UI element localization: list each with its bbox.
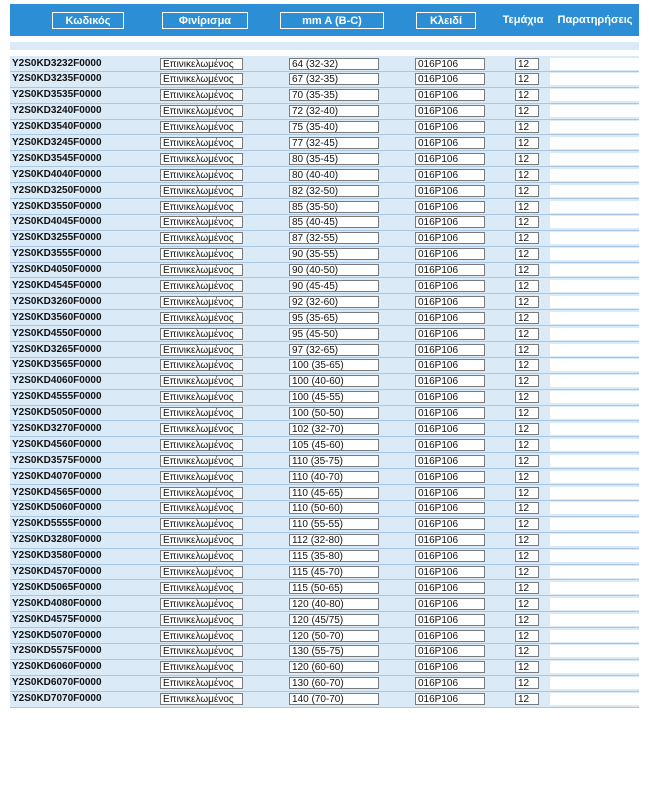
key-cell: 016P106 [415,89,485,101]
pieces-cell: 12 [515,566,539,578]
pieces-cell: 12 [515,487,539,499]
code-cell: Y2S0KD3240F0000 [12,105,102,117]
code-cell: Y2S0KD3245F0000 [12,136,102,148]
key-cell: 016P106 [415,153,485,165]
pieces-cell: 12 [515,264,539,276]
pieces-cell: 12 [515,359,539,371]
dimension-cell: 120 (45/75) [289,614,379,626]
notes-cell [550,89,639,101]
code-cell: Y2S0KD5065F0000 [12,581,102,593]
code-cell: Y2S0KD3250F0000 [12,184,102,196]
code-cell: Y2S0KD4565F0000 [12,486,102,498]
finish-cell: Επινικελωμένος [160,121,243,133]
dimension-cell: 100 (50-50) [289,407,379,419]
table-row [10,406,639,422]
code-cell: Y2S0KD3575F0000 [12,454,102,466]
code-cell: Y2S0KD3270F0000 [12,422,102,434]
finish-cell: Επινικελωμένος [160,455,243,467]
pieces-cell: 12 [515,280,539,292]
notes-cell [550,534,639,546]
dimension-cell: 85 (35-50) [289,201,379,213]
code-cell: Y2S0KD4545F0000 [12,279,102,291]
code-cell: Y2S0KD5555F0000 [12,518,102,530]
pieces-cell: 12 [515,185,539,197]
code-cell: Y2S0KD4060F0000 [12,375,102,387]
notes-cell [550,344,639,356]
pieces-cell: 12 [515,550,539,562]
key-cell: 016P106 [415,471,485,483]
table-row [10,533,639,549]
notes-cell [550,582,639,594]
notes-cell [550,391,639,403]
key-cell: 016P106 [415,391,485,403]
notes-cell [550,487,639,499]
notes-cell [550,185,639,197]
key-cell: 016P106 [415,487,485,499]
finish-cell: Επινικελωμένος [160,518,243,530]
dimension-cell: 100 (45-55) [289,391,379,403]
finish-cell: Επινικελωμένος [160,73,243,85]
notes-cell [550,550,639,562]
code-cell: Y2S0KD3232F0000 [12,57,102,69]
notes-cell [550,645,639,657]
dimension-cell: 110 (35-75) [289,455,379,467]
table-row [10,199,639,215]
key-cell: 016P106 [415,439,485,451]
pieces-cell: 12 [515,296,539,308]
code-cell: Y2S0KD7070F0000 [12,693,102,705]
code-cell: Y2S0KD4550F0000 [12,327,102,339]
key-cell: 016P106 [415,296,485,308]
key-cell: 016P106 [415,582,485,594]
table-row [10,469,639,485]
table-row [10,167,639,183]
pieces-cell: 12 [515,598,539,610]
key-cell: 016P106 [415,328,485,340]
notes-cell [550,693,639,705]
pieces-cell: 12 [515,391,539,403]
table-row [10,183,639,199]
finish-cell: Επινικελωμένος [160,661,243,673]
dimension-cell: 92 (32-60) [289,296,379,308]
notes-cell [550,518,639,530]
pieces-cell: 12 [515,693,539,705]
key-cell: 016P106 [415,518,485,530]
code-cell: Y2S0KD5060F0000 [12,502,102,514]
key-cell: 016P106 [415,661,485,673]
code-cell: Y2S0KD3540F0000 [12,121,102,133]
notes-cell [550,296,639,308]
dimension-cell: 87 (32-55) [289,232,379,244]
pieces-cell: 12 [515,407,539,419]
notes-cell [550,566,639,578]
finish-cell: Επινικελωμένος [160,89,243,101]
pieces-cell: 12 [515,153,539,165]
notes-cell [550,280,639,292]
notes-cell [550,471,639,483]
key-cell: 016P106 [415,566,485,578]
table-row [10,326,639,342]
code-cell: Y2S0KD3555F0000 [12,248,102,260]
pieces-cell: 12 [515,375,539,387]
key-cell: 016P106 [415,185,485,197]
dimension-cell: 115 (45-70) [289,566,379,578]
column-header-pieces: Τεμάχια [502,14,544,26]
key-cell: 016P106 [415,201,485,213]
pieces-cell: 12 [515,312,539,324]
dimension-cell: 120 (60-60) [289,661,379,673]
code-cell: Y2S0KD4560F0000 [12,438,102,450]
key-cell: 016P106 [415,693,485,705]
finish-cell: Επινικελωμένος [160,439,243,451]
key-cell: 016P106 [415,137,485,149]
notes-cell [550,137,639,149]
finish-cell: Επινικελωμένος [160,58,243,70]
finish-cell: Επινικελωμένος [160,645,243,657]
finish-cell: Επινικελωμένος [160,550,243,562]
code-cell: Y2S0KD4045F0000 [12,216,102,228]
table-row [10,453,639,469]
dimension-cell: 97 (32-65) [289,344,379,356]
table-header [10,4,639,36]
code-cell: Y2S0KD4080F0000 [12,597,102,609]
pieces-cell: 12 [515,328,539,340]
notes-cell [550,105,639,117]
code-cell: Y2S0KD3260F0000 [12,295,102,307]
code-cell: Y2S0KD3235F0000 [12,73,102,85]
dimension-cell: 80 (40-40) [289,169,379,181]
table-row [10,660,639,676]
dimension-cell: 85 (40-45) [289,216,379,228]
dimension-cell: 95 (35-65) [289,312,379,324]
finish-cell: Επινικελωμένος [160,169,243,181]
code-cell: Y2S0KD4040F0000 [12,168,102,180]
dimension-cell: 72 (32-40) [289,105,379,117]
finish-cell: Επινικελωμένος [160,105,243,117]
column-header-notes: Παρατηρήσεις [557,14,633,26]
table-row [10,215,639,231]
table-row [10,517,639,533]
finish-cell: Επινικελωμένος [160,677,243,689]
key-cell: 016P106 [415,630,485,642]
notes-cell [550,423,639,435]
code-cell: Y2S0KD3535F0000 [12,89,102,101]
key-cell: 016P106 [415,423,485,435]
dimension-cell: 102 (32-70) [289,423,379,435]
code-cell: Y2S0KD3255F0000 [12,232,102,244]
finish-cell: Επινικελωμένος [160,487,243,499]
dimension-cell: 64 (32-32) [289,58,379,70]
table-row [10,628,639,644]
dimension-cell: 100 (40-60) [289,375,379,387]
code-cell: Y2S0KD3545F0000 [12,152,102,164]
pieces-cell: 12 [515,169,539,181]
pieces-cell: 12 [515,137,539,149]
finish-cell: Επινικελωμένος [160,296,243,308]
pieces-cell: 12 [515,73,539,85]
key-cell: 016P106 [415,502,485,514]
code-cell: Y2S0KD6060F0000 [12,661,102,673]
table-row [10,596,639,612]
key-cell: 016P106 [415,280,485,292]
table-row [10,88,639,104]
pieces-cell: 12 [515,614,539,626]
table-row [10,358,639,374]
pieces-cell: 12 [515,121,539,133]
pieces-cell: 12 [515,518,539,530]
pieces-cell: 12 [515,232,539,244]
notes-cell [550,630,639,642]
pieces-cell: 12 [515,216,539,228]
key-cell: 016P106 [415,645,485,657]
key-cell: 016P106 [415,550,485,562]
code-cell: Y2S0KD4050F0000 [12,264,102,276]
finish-cell: Επινικελωμένος [160,566,243,578]
pieces-cell: 12 [515,344,539,356]
column-header-mm: mm A (B-C) [280,12,384,29]
dimension-cell: 130 (55-75) [289,645,379,657]
pieces-cell: 12 [515,89,539,101]
pieces-cell: 12 [515,471,539,483]
dimension-cell: 80 (35-45) [289,153,379,165]
pieces-cell: 12 [515,534,539,546]
pieces-cell: 12 [515,455,539,467]
code-cell: Y2S0KD3280F0000 [12,534,102,546]
finish-cell: Επινικελωμένος [160,185,243,197]
column-header-finish: Φινίρισμα [162,12,248,29]
table-row [10,263,639,279]
finish-cell: Επινικελωμένος [160,407,243,419]
notes-cell [550,328,639,340]
finish-cell: Επινικελωμένος [160,471,243,483]
notes-cell [550,58,639,70]
table-row [10,565,639,581]
finish-cell: Επινικελωμένος [160,359,243,371]
key-cell: 016P106 [415,58,485,70]
dimension-cell: 110 (45-65) [289,487,379,499]
dimension-cell: 130 (60-70) [289,677,379,689]
notes-cell [550,232,639,244]
table-row [10,104,639,120]
notes-cell [550,407,639,419]
pieces-cell: 12 [515,439,539,451]
notes-cell [550,169,639,181]
pieces-cell: 12 [515,502,539,514]
table-row [10,580,639,596]
dimension-cell: 90 (35-55) [289,248,379,260]
finish-cell: Επινικελωμένος [160,312,243,324]
dimension-cell: 110 (40-70) [289,471,379,483]
key-cell: 016P106 [415,121,485,133]
dimension-cell: 110 (55-55) [289,518,379,530]
table-row [10,676,639,692]
code-cell: Y2S0KD4555F0000 [12,391,102,403]
finish-cell: Επινικελωμένος [160,201,243,213]
table-row [10,120,639,136]
key-cell: 016P106 [415,232,485,244]
dimension-cell: 115 (35-80) [289,550,379,562]
code-cell: Y2S0KD6070F0000 [12,677,102,689]
dimension-cell: 105 (45-60) [289,439,379,451]
table-row [10,390,639,406]
table-row [10,374,639,390]
key-cell: 016P106 [415,105,485,117]
notes-cell [550,153,639,165]
notes-cell [550,121,639,133]
key-cell: 016P106 [415,614,485,626]
table-row [10,231,639,247]
pieces-cell: 12 [515,645,539,657]
dimension-cell: 95 (45-50) [289,328,379,340]
table-row [10,692,639,708]
pieces-cell: 12 [515,582,539,594]
notes-cell [550,375,639,387]
dimension-cell: 67 (32-35) [289,73,379,85]
column-header-key: Κλειδί [416,12,476,29]
key-cell: 016P106 [415,407,485,419]
dimension-cell: 90 (40-50) [289,264,379,276]
table-row [10,56,639,72]
code-cell: Y2S0KD5070F0000 [12,629,102,641]
table-row [10,151,639,167]
key-cell: 016P106 [415,677,485,689]
key-cell: 016P106 [415,344,485,356]
pieces-cell: 12 [515,201,539,213]
key-cell: 016P106 [415,534,485,546]
key-cell: 016P106 [415,455,485,467]
key-cell: 016P106 [415,216,485,228]
table-row [10,278,639,294]
dimension-cell: 90 (45-45) [289,280,379,292]
finish-cell: Επινικελωμένος [160,248,243,260]
dimension-cell: 75 (35-40) [289,121,379,133]
code-cell: Y2S0KD4570F0000 [12,566,102,577]
notes-cell [550,598,639,610]
finish-cell: Επινικελωμένος [160,534,243,546]
finish-cell: Επινικελωμένος [160,264,243,276]
table-row [10,342,639,358]
dimension-cell: 120 (40-80) [289,598,379,610]
header-spacer-band [10,42,639,50]
notes-cell [550,614,639,626]
dimension-cell: 100 (35-65) [289,359,379,371]
notes-cell [550,312,639,324]
code-cell: Y2S0KD3265F0000 [12,343,102,355]
table-row [10,612,639,628]
pieces-cell: 12 [515,423,539,435]
table-row [10,135,639,151]
key-cell: 016P106 [415,598,485,610]
pieces-cell: 12 [515,248,539,260]
key-cell: 016P106 [415,73,485,85]
notes-cell [550,201,639,213]
table-row [10,437,639,453]
key-cell: 016P106 [415,359,485,371]
key-cell: 016P106 [415,312,485,324]
table-row [10,247,639,263]
table-row [10,421,639,437]
dimension-cell: 112 (32-80) [289,534,379,546]
table-row [10,501,639,517]
pieces-cell: 12 [515,677,539,689]
code-cell: Y2S0KD4070F0000 [12,470,102,482]
notes-cell [550,264,639,276]
dimension-cell: 115 (50-65) [289,582,379,594]
table-row [10,310,639,326]
finish-cell: Επινικελωμένος [160,153,243,165]
table-body [10,56,639,708]
table-row [10,72,639,88]
finish-cell: Επινικελωμένος [160,232,243,244]
finish-cell: Επινικελωμένος [160,630,243,642]
key-cell: 016P106 [415,264,485,276]
code-cell: Y2S0KD3550F0000 [12,200,102,212]
finish-cell: Επινικελωμένος [160,423,243,435]
key-cell: 016P106 [415,375,485,387]
finish-cell: Επινικελωμένος [160,280,243,292]
dimension-cell: 77 (32-45) [289,137,379,149]
code-cell: Y2S0KD4575F0000 [12,613,102,625]
pieces-cell: 12 [515,58,539,70]
notes-cell [550,661,639,673]
key-cell: 016P106 [415,169,485,181]
notes-cell [550,216,639,228]
table-row [10,485,639,501]
notes-cell [550,455,639,467]
finish-cell: Επινικελωμένος [160,502,243,514]
dimension-cell: 120 (50-70) [289,630,379,642]
key-cell: 016P106 [415,248,485,260]
pieces-cell: 12 [515,105,539,117]
code-cell: Y2S0KD3560F0000 [12,311,102,323]
code-cell: Y2S0KD5050F0000 [12,407,102,419]
code-cell: Y2S0KD3580F0000 [12,550,102,562]
dimension-cell: 140 (70-70) [289,693,379,705]
pieces-cell: 12 [515,630,539,642]
table-row [10,644,639,660]
notes-cell [550,73,639,85]
table-row [10,549,639,565]
notes-cell [550,677,639,689]
finish-cell: Επινικελωμένος [160,375,243,387]
finish-cell: Επινικελωμένος [160,693,243,705]
finish-cell: Επινικελωμένος [160,391,243,403]
code-cell: Y2S0KD5575F0000 [12,645,102,657]
finish-cell: Επινικελωμένος [160,328,243,340]
finish-cell: Επινικελωμένος [160,137,243,149]
notes-cell [550,359,639,371]
notes-cell [550,248,639,260]
code-cell: Y2S0KD3565F0000 [12,359,102,371]
dimension-cell: 70 (35-35) [289,89,379,101]
pieces-cell: 12 [515,661,539,673]
dimension-cell: 82 (32-50) [289,185,379,197]
finish-cell: Επινικελωμένος [160,598,243,610]
notes-cell [550,439,639,451]
table-row [10,294,639,310]
dimension-cell: 110 (50-60) [289,502,379,514]
finish-cell: Επινικελωμένος [160,344,243,356]
finish-cell: Επινικελωμένος [160,614,243,626]
finish-cell: Επινικελωμένος [160,582,243,594]
column-header-code: Κωδικός [52,12,124,29]
notes-cell [550,502,639,514]
finish-cell: Επινικελωμένος [160,216,243,228]
